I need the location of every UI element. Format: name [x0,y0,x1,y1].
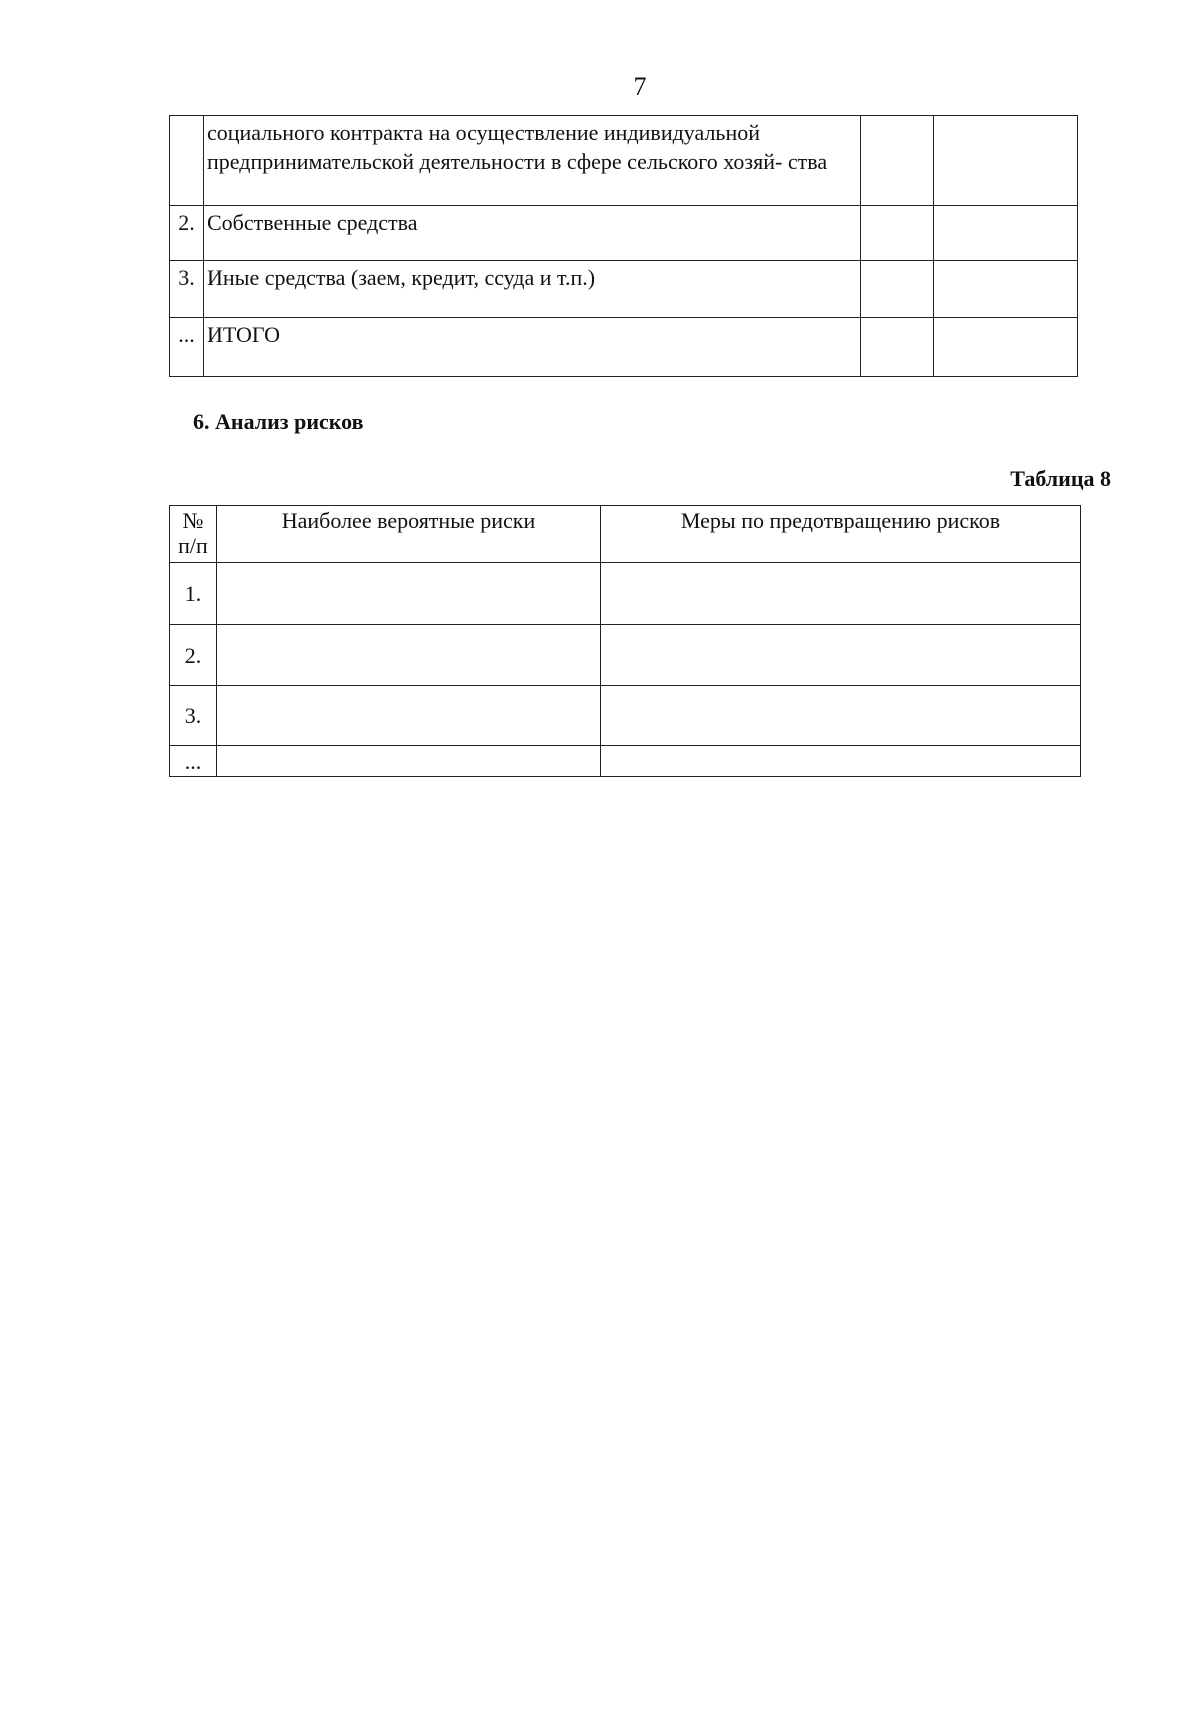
value-cell [861,318,934,377]
risk-cell [217,746,601,777]
table-row [170,318,1078,377]
value-cell [934,318,1078,377]
row-number: ... [170,318,204,377]
table-row [170,563,1081,625]
value-cell [861,116,934,206]
value-cell [861,261,934,318]
section-heading: 6. Анализ рисков [193,409,364,434]
column-header-risks: Наиболее вероятные риски [217,506,601,563]
value-cell [934,206,1078,261]
measure-cell [601,686,1081,746]
measure-cell [601,563,1081,625]
table-row [170,261,1078,318]
row-number: 2. [170,206,204,261]
column-header-number: № п/п [170,506,217,563]
page-number: 7 [633,72,647,101]
table-header-row [170,506,1081,563]
row-number: 1. [170,563,217,625]
measure-cell [601,625,1081,686]
measure-cell [601,746,1081,777]
table-row [170,686,1081,746]
row-number [170,116,204,206]
row-number: 3. [170,686,217,746]
risk-analysis-table [169,505,1081,777]
value-cell [861,206,934,261]
row-label: Собственные средства [204,206,861,261]
column-header-measures: Меры по предотвращению рисков [601,506,1081,563]
row-label: ИТОГО [204,318,861,377]
table-row [170,206,1078,261]
risk-cell [217,686,601,746]
value-cell [934,116,1078,206]
value-cell [934,261,1078,318]
risk-cell [217,625,601,686]
row-number: 3. [170,261,204,318]
table-row [170,625,1081,686]
row-number: ... [170,746,217,777]
row-number: 2. [170,625,217,686]
row-label: социального контракта на осуществление индивидуальной предпринимательской деятельности в сфере сельского хозяй- ства [204,116,861,206]
table-caption: Таблица 8 [1010,466,1111,491]
table-row [170,116,1078,206]
row-label: Иные средства (заем, кредит, ссуда и т.п.) [204,261,861,318]
funding-sources-table [169,115,1078,377]
risk-cell [217,563,601,625]
table-row [170,746,1081,777]
